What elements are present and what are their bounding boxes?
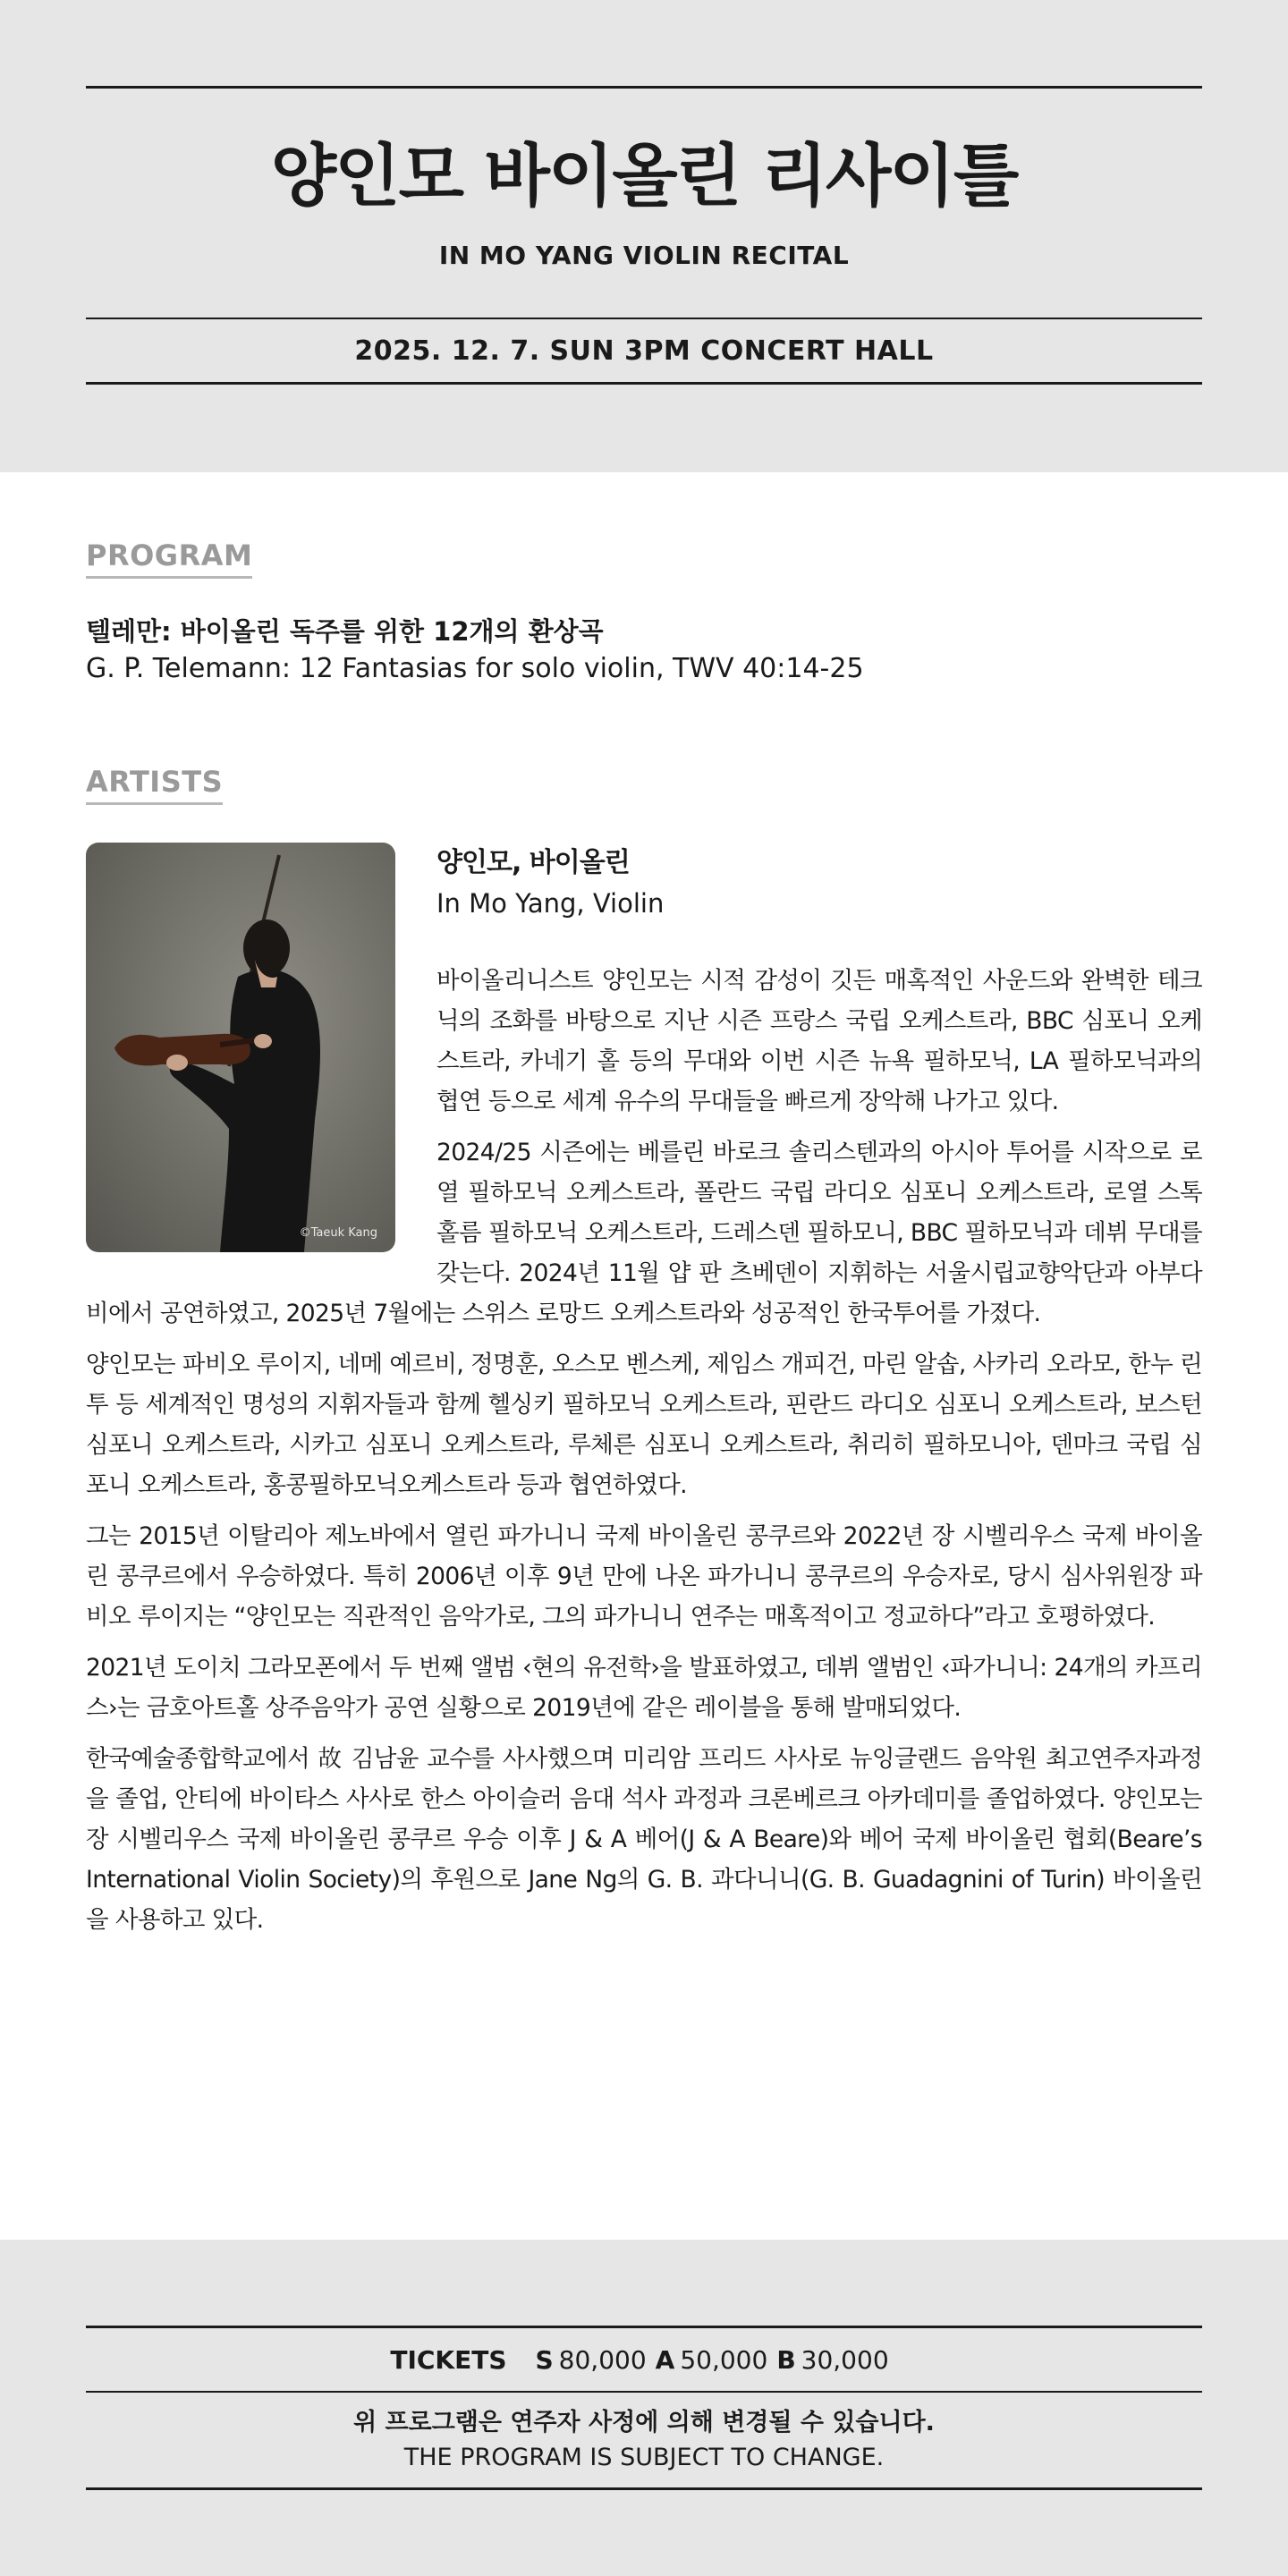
- bio-paragraph: 바이올리니스트 양인모는 시적 감성이 깃든 매혹적인 사운드와 완벽한 테크닉의 조화를 바탕으로 지난 시즌 프랑스 국립 오케스트라, BBC 심포니 오케스트라, 카네기 홀 등의 무대와 이번 시즌 뉴욕 필하모닉, LA 필하모닉과의 협연 등으로 세계 유수의 무대들을 빠르게 장악해 나가고 있다.: [436, 967, 1202, 1115]
- seat-grade: B: [776, 2344, 796, 2375]
- program-title-korean: 텔레만: 바이올린 독주를 위한 12개의 환상곡: [86, 616, 604, 647]
- program-title-english: G. P. Telemann: 12 Fantasias for solo violin, TWV 40:14-25: [86, 653, 864, 684]
- seat-grade: A: [655, 2344, 675, 2375]
- bio-paragraph: 그는 2015년 이탈리아 제노바에서 열린 파가니니 국제 바이올린 콩쿠르와 2022년 장 시벨리우스 국제 바이올린 콩쿠르에서 우승하였다. 특히 2006년 이후 9년 만에 나온 파가니니 콩쿠르의 우승자로, 당시 심사위원장 파비오 루이지는 “양인모는 직관적인 음악가로, 그의 파가니니 연주는 매혹적이고 정교하다”라고 호평하였다.: [86, 1522, 1202, 1631]
- bio-paragraph: 한국예술종합학교에서 故 김남윤 교수를 사사했으며 미리암 프리드 사사로 뉴잉글랜드 음악원 최고연주자과정을 졸업, 안티에 바이타스 사사로 한스 아이슬러 음대 석사 과정과 크론베르크 아카데미를 졸업하였다. 양인모는 장 시벨리우스 국제 바이올린 콩쿠르 우승 이후 J & A 베어(J & A Beare)와 베어 국제 바이올린 협회(Beare’s International Violin Society)의 후원으로 Jane Ng의 G. B. 과다니니(G. B. Guadagnini of Turin) 바이올린을 사용하고 있다.: [86, 1745, 1202, 1934]
- date-venue-line: 2025. 12. 7. SUN 3PM CONCERT HALL: [86, 318, 1202, 382]
- bio-paragraph: 2021년 도이치 그라모폰에서 두 번째 앨범 ‹현의 유전학›을 발표하였고, 데뷔 앨범인 ‹파가니니: 24개의 카프리스›는 금호아트홀 상주음악가 공연 실황으로 2019년에 같은 레이블을 통해 발매되었다.: [86, 1654, 1202, 1722]
- artists-section: [86, 765, 1202, 805]
- artist-bio: [86, 805, 1202, 1940]
- footer-box: [86, 2326, 1202, 2490]
- bio-paragraph: 2024/25 시즌에는 베를린 바로크 솔리스텐과의 아시아 투어를 시작으로 로열 필하모닉 오케스트라, 폴란드 국립 라디오 심포니 오케스트라, 로열 스톡홀름 필하모닉 오케스트라, 드레스덴 필하모니, BBC 필하모닉과 데뷔 무대를 갖는다. 2024년 11월 얍 판 츠베덴이 지휘하는 서울시립교향악단과 아부다비에서 공연하였고, 2025년 7월에는 스위스 로망드 오케스트라와 성공적인 한국투어를 가졌다.: [86, 1139, 1202, 1327]
- main-content: [0, 472, 1288, 2240]
- tickets-label: TICKETS: [390, 2344, 507, 2375]
- notice-english: THE PROGRAM IS SUBJECT TO CHANGE.: [403, 2444, 885, 2471]
- artists-section-label: ARTISTS: [86, 765, 223, 805]
- program-item: [86, 613, 1202, 688]
- ticket-prices: [86, 2328, 1202, 2393]
- footer-band: [0, 2240, 1288, 2576]
- program-section-label: PROGRAM: [86, 538, 252, 579]
- artist-photo: [86, 843, 395, 1252]
- photo-credit: ©Taeuk Kang: [299, 1226, 377, 1240]
- header-band: [0, 0, 1288, 472]
- bio-paragraph: 양인모는 파비오 루이지, 네메 예르비, 정명훈, 오스모 벤스케, 제임스 개피건, 마린 알솝, 사카리 오라모, 한누 린투 등 세계적인 명성의 지휘자들과 함께 헬싱키 필하모닉 오케스트라, 핀란드 라디오 심포니 오케스트라, 보스턴 심포니 오케스트라, 시카고 심포니 오케스트라, 루체른 심포니 오케스트라, 취리히 필하모니아, 덴마크 국립 심포니 오케스트라, 홍콩필하모닉오케스트라 등과 협연하였다.: [86, 1351, 1202, 1499]
- seat-price: 50,000: [680, 2344, 768, 2375]
- seat-grade: S: [535, 2344, 554, 2375]
- recital-title-english: IN MO YANG VIOLIN RECITAL: [438, 241, 850, 270]
- seat-price: 80,000: [558, 2344, 647, 2375]
- program-section: [86, 538, 1202, 688]
- seat-price: 30,000: [801, 2344, 889, 2375]
- violinist-illustration: [86, 843, 395, 1252]
- program-change-notice: [86, 2393, 1202, 2487]
- title-area: [86, 89, 1202, 318]
- recital-title-korean: 양인모 바이올린 리사이틀: [270, 136, 1018, 216]
- artist-name-korean: 양인모, 바이올린: [436, 847, 630, 878]
- title-box: [86, 86, 1202, 385]
- notice-korean: 위 프로그램은 연주자 사정에 의해 변경될 수 있습니다.: [353, 2409, 935, 2436]
- artist-name-english: In Mo Yang, Violin: [436, 888, 665, 919]
